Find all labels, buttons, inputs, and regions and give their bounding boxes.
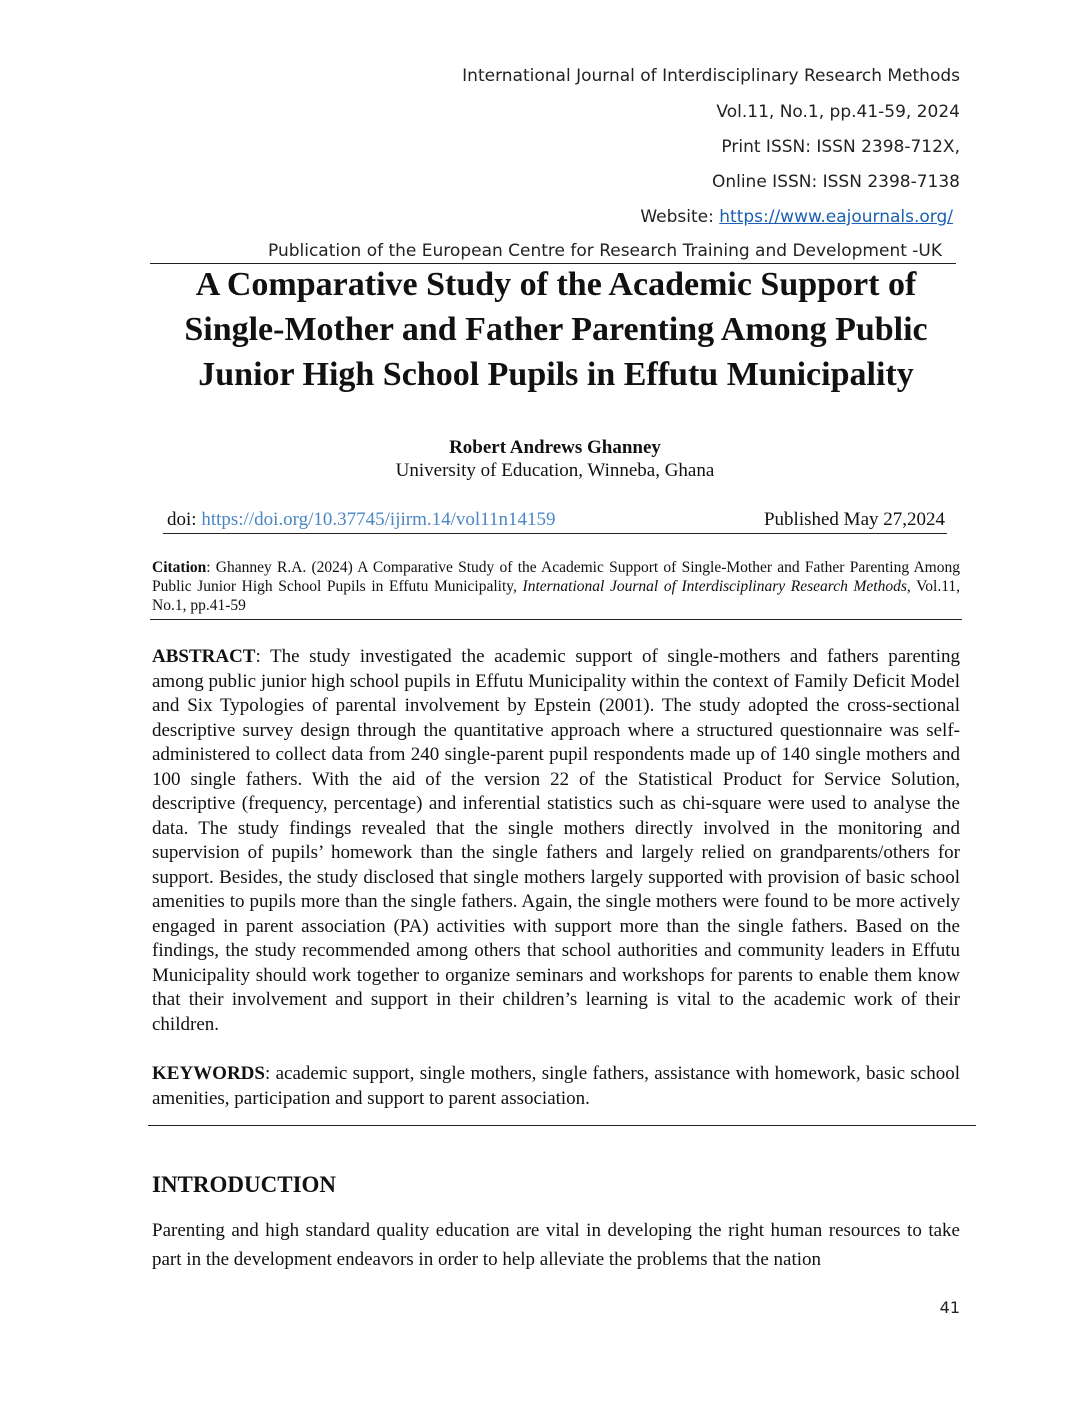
abstract xyxy=(152,645,960,1037)
doi-line xyxy=(167,509,555,531)
published-date: Published May 27,2024 xyxy=(763,509,945,530)
keywords-label: KEYWORDS xyxy=(152,1063,265,1084)
introduction-heading: INTRODUCTION xyxy=(152,1172,337,1197)
citation-pages: , Vol.11, No.1, pp.41-59 xyxy=(152,578,961,614)
paper-title xyxy=(130,262,982,397)
introduction-paragraph: Parenting and high standard quality education are vital in developing the right human resources to take part in the development endeavors in order to help alleviate the problems that the nation xyxy=(152,1220,960,1270)
website-label: Website: xyxy=(640,207,720,227)
citation-label: Citation xyxy=(152,559,207,576)
website-line xyxy=(640,207,953,227)
publisher-line: Publication of the European Centre for Research Training and Development -UK xyxy=(268,241,943,261)
title-line-2: Single-Mother and Father Parenting Among Public xyxy=(184,311,928,348)
author-name: Robert Andrews Ghanney xyxy=(449,437,661,458)
volume-info: Vol.11, No.1, pp.41-59, 2024 xyxy=(716,102,960,122)
keywords xyxy=(152,1062,960,1111)
citation-journal: International Journal of Interdisciplinary Research Methods xyxy=(522,578,907,595)
citation-divider xyxy=(150,619,962,620)
doi-divider xyxy=(163,533,947,534)
title-line-1: A Comparative Study of the Academic Support of xyxy=(195,266,917,303)
print-issn: Print ISSN: ISSN 2398-712X, xyxy=(721,137,960,157)
author-affiliation: University of Education, Winneba, Ghana xyxy=(395,460,715,481)
abstract-label: ABSTRACT xyxy=(152,646,256,667)
doi-label: doi: xyxy=(167,509,202,530)
citation-text: : Ghanney R.A. (2024) A Comparative Study of the Academic Support of Single-Mother and Father Parenting Among Public Junior High School Pupils in Effutu Municipality, xyxy=(152,559,960,595)
journal-name: International Journal of Interdisciplinary Research Methods xyxy=(462,66,960,86)
online-issn: Online ISSN: ISSN 2398-7138 xyxy=(711,172,960,192)
doi-link[interactable]: https://doi.org/10.37745/ijirm.14/vol11n14159 xyxy=(201,509,556,530)
citation xyxy=(152,558,960,615)
abstract-divider xyxy=(148,1125,976,1126)
page-number: 41 xyxy=(939,1298,960,1317)
title-line-3: Junior High School Pupils in Effutu Municipality xyxy=(198,356,914,393)
keywords-text: : academic support, single mothers, single fathers, assistance with homework, basic school amenities, participation and support to parent association. xyxy=(152,1063,960,1109)
website-link[interactable]: https://www.eajournals.org/ xyxy=(719,207,953,227)
abstract-text: : The study investigated the academic support of single-mothers and fathers parenting among public junior high school pupils in Effutu Municipality within the context of Family Deficit Model and Six Typologies of parental involvement by Epstein (2001). The study adopted the cross-sectional descriptive survey design through the quantitative approach where a structured questionnaire was self-administered to collect data from 240 single-parent pupil respondents made up of 140 single mothers and 100 single fathers. With the aid of the version 22 of the Statistical Product for Service Solution, descriptive (frequency, percentage) and inferential statistics such as chi-square were used to analyse the data. The study findings revealed that the single mothers directly involved in the monitoring and supervision of pupils’ homework than the single fathers and largely relied on grandparents/others for support. Besides, the study disclosed that single mothers largely supported with provision of basic school amenities to pupils more than the single fathers. Again, the single mothers were found to be more actively engaged in parent association (PA) activities with support more than the single fathers. Based on the findings, the study recommended among others that school authorities and community leaders in Effutu Municipality should work together to organize seminars and workshops for parents to enable them know that their involvement and support in their children’s learning is vital to the academic work of their children. xyxy=(152,646,960,1035)
